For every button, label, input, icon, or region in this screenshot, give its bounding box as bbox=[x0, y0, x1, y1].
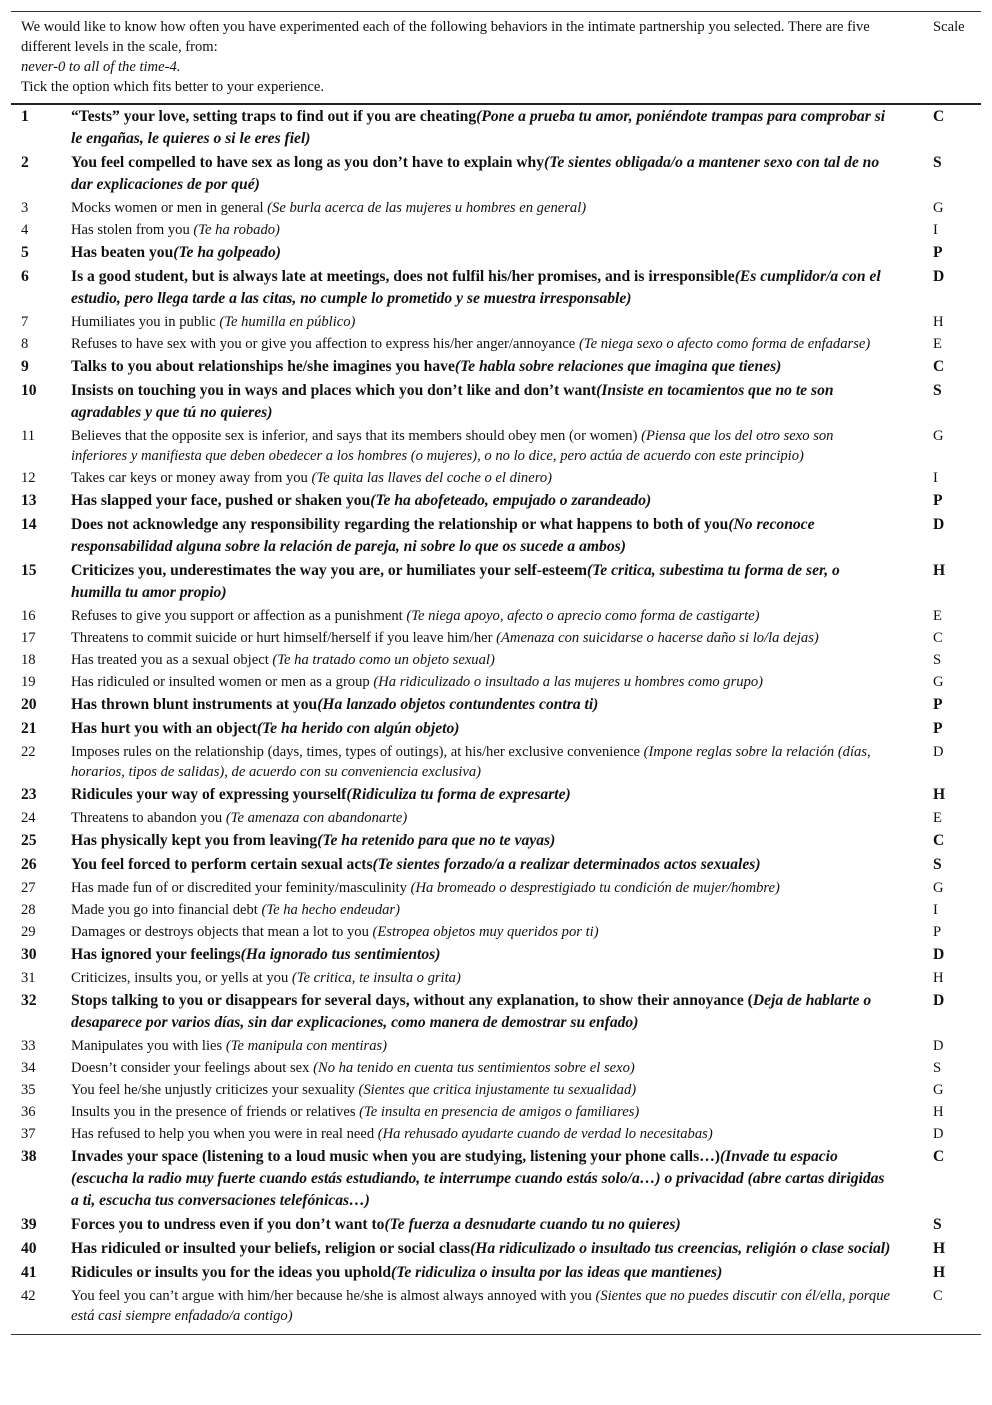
table-row bbox=[11, 1123, 981, 1145]
item-text bbox=[71, 627, 921, 649]
item-english: Believes that the opposite sex is inferior, and says that its members should obey men (or women) bbox=[71, 428, 642, 444]
item-text bbox=[71, 311, 921, 333]
instructions-intro: We would like to know how often you have experimented each of the following behaviors in the intimate partnership you selected. There are five different levels in the scale, from: bbox=[21, 19, 870, 55]
item-number: 42 bbox=[11, 1285, 71, 1335]
item-english: Ridicules your way of expressing yourself bbox=[71, 786, 347, 803]
item-spanish: (Te quita las llaves del coche o el dinero) bbox=[311, 470, 552, 486]
item-english: Damages or destroys objects that mean a lot to you bbox=[71, 924, 373, 940]
table-row bbox=[11, 197, 981, 219]
item-number: 20 bbox=[21, 696, 37, 713]
table-row bbox=[11, 877, 981, 899]
item-english: “Tests” your love, setting traps to find out if you are cheating bbox=[71, 108, 477, 125]
item-number: 39 bbox=[21, 1216, 37, 1233]
item-text bbox=[71, 219, 921, 241]
item-scale: S bbox=[933, 1060, 942, 1076]
item-text bbox=[71, 717, 921, 741]
table-header bbox=[11, 12, 981, 105]
table-row bbox=[11, 627, 981, 649]
item-number: 2 bbox=[21, 154, 29, 171]
item-english: Refuses to give you support or affection as a punishment bbox=[71, 608, 407, 624]
item-spanish: (Te insulta en presencia de amigos o familiares) bbox=[359, 1104, 640, 1120]
item-number: 34 bbox=[21, 1060, 36, 1076]
item-english: Does not acknowledge any responsibility regarding the relationship or what happens to both of you bbox=[71, 516, 729, 533]
item-spanish: (Piensa que los del otro sexo son inferiores y manifiesta que deben obedecer a los hombres (o mujeres), o no lo dice, pero actúa de acuerdo con este principio) bbox=[71, 428, 834, 464]
item-english: Mocks women or men in general bbox=[71, 200, 268, 216]
table-row bbox=[11, 943, 981, 967]
item-english: Has thrown blunt instruments at you bbox=[71, 696, 318, 713]
item-spanish: (Te critica, subestima tu forma de ser, o humilla tu amor propio) bbox=[71, 562, 840, 601]
item-number: 15 bbox=[21, 562, 37, 579]
item-text bbox=[71, 605, 921, 627]
item-text bbox=[71, 741, 921, 783]
item-text bbox=[71, 151, 921, 197]
item-english: Humiliates you in public bbox=[71, 314, 220, 330]
item-number: 33 bbox=[21, 1038, 36, 1054]
item-spanish: (Impone reglas sobre la relación (días, horarios, tipos de salidas), de acuerdo con su conveniencia exclusiva) bbox=[71, 744, 871, 780]
instructions-tick: Tick the option which fits better to your experience. bbox=[21, 79, 325, 95]
item-scale: E bbox=[933, 810, 942, 826]
item-scale: D bbox=[933, 1038, 944, 1054]
item-scale: P bbox=[933, 244, 943, 261]
item-scale: G bbox=[933, 428, 944, 444]
item-spanish: (Es cumplidor/a con el estudio, pero llega tarde a las citas, no cumple lo prometido y se muestra irresponsable) bbox=[71, 268, 881, 307]
item-number: 4 bbox=[21, 222, 29, 238]
item-spanish: (Amenaza con suicidarse o hacerse daño si lo/la dejas) bbox=[496, 630, 819, 646]
item-number: 6 bbox=[21, 268, 29, 285]
item-scale: E bbox=[933, 608, 942, 624]
item-spanish: (Te ha abofeteado, empujado o zarandeado) bbox=[370, 492, 652, 509]
item-spanish: (Ha lanzado objetos contundentes contra ti) bbox=[317, 696, 599, 713]
item-text bbox=[71, 1123, 921, 1145]
item-text bbox=[71, 693, 921, 717]
item-spanish: (Insiste en tocamientos que no te son agradables y que tú no quieres) bbox=[71, 382, 834, 421]
item-spanish: (Ha rehusado ayudarte cuando de verdad lo necesitabas) bbox=[377, 1126, 713, 1142]
item-number: 29 bbox=[21, 924, 36, 940]
item-spanish: (Estropea objetos muy queridos por ti) bbox=[372, 924, 599, 940]
item-english: Criticizes, insults you, or yells at you bbox=[71, 970, 292, 986]
item-number: 27 bbox=[21, 880, 36, 896]
item-english: Threatens to commit suicide or hurt himself/herself if you leave him/her bbox=[71, 630, 497, 646]
item-spanish: (Te habla sobre relaciones que imagina que tienes) bbox=[454, 358, 782, 375]
scale-column-header: Scale bbox=[921, 12, 981, 105]
item-number: 17 bbox=[21, 630, 36, 646]
item-scale: G bbox=[933, 1082, 944, 1098]
table-row bbox=[11, 241, 981, 265]
item-text bbox=[71, 489, 921, 513]
item-scale: C bbox=[933, 358, 945, 375]
table-row bbox=[11, 379, 981, 425]
item-spanish: (Te niega apoyo, afecto o aprecio como forma de castigarte) bbox=[406, 608, 760, 624]
item-english: Has beaten you bbox=[71, 244, 174, 261]
item-spanish: (Te manipula con mentiras) bbox=[225, 1038, 388, 1054]
item-scale: S bbox=[933, 856, 942, 873]
item-scale: C bbox=[921, 1285, 981, 1335]
item-number: 37 bbox=[21, 1126, 36, 1142]
table-row bbox=[11, 467, 981, 489]
item-number: 5 bbox=[21, 244, 29, 261]
item-scale: D bbox=[933, 1126, 944, 1142]
item-english: Refuses to have sex with you or give you affection to express his/her anger/annoyance bbox=[71, 336, 579, 352]
item-scale: D bbox=[933, 268, 945, 285]
table-row bbox=[11, 151, 981, 197]
item-number: 31 bbox=[21, 970, 36, 986]
item-spanish: (Te ha tratado como un objeto sexual) bbox=[272, 652, 495, 668]
table-row bbox=[11, 649, 981, 671]
item-text bbox=[71, 197, 921, 219]
item-spanish: (Te humilla en público) bbox=[219, 314, 356, 330]
table-row bbox=[11, 1145, 981, 1213]
table-row bbox=[11, 807, 981, 829]
item-number: 8 bbox=[21, 336, 29, 352]
questionnaire-table-container bbox=[11, 11, 981, 1335]
item-english: Made you go into financial debt bbox=[71, 902, 262, 918]
item-text bbox=[71, 921, 921, 943]
item-text bbox=[71, 379, 921, 425]
item-spanish: (No reconoce responsabilidad alguna sobre la relación de pareja, ni sobre lo que os sucede a ambos) bbox=[71, 516, 815, 555]
item-spanish: (Te ridiculiza o insulta por las ideas que mantienes) bbox=[391, 1264, 723, 1281]
item-scale: I bbox=[933, 470, 938, 486]
item-scale: H bbox=[933, 1264, 946, 1281]
item-text bbox=[71, 829, 921, 853]
table-row bbox=[11, 1261, 981, 1285]
item-number: 19 bbox=[21, 674, 36, 690]
item-scale: D bbox=[933, 744, 944, 760]
item-spanish: (Te amenaza con abandonarte) bbox=[225, 810, 408, 826]
item-text bbox=[71, 783, 921, 807]
table-row bbox=[11, 425, 981, 467]
item-scale: D bbox=[933, 992, 945, 1009]
item-number: 22 bbox=[21, 744, 36, 760]
item-number: 21 bbox=[21, 720, 37, 737]
item-spanish: (Ridiculiza tu forma de expresarte) bbox=[346, 786, 571, 803]
item-english: Has made fun of or discredited your feminity/masculinity bbox=[71, 880, 411, 896]
questionnaire-table bbox=[11, 11, 981, 1335]
item-number: 36 bbox=[21, 1104, 36, 1120]
item-text bbox=[71, 265, 921, 311]
item-number: 12 bbox=[21, 470, 36, 486]
item-english: Has slapped your face, pushed or shaken you bbox=[71, 492, 371, 509]
item-english: Threatens to abandon you bbox=[71, 810, 226, 826]
item-number: 26 bbox=[21, 856, 37, 873]
item-scale: H bbox=[933, 786, 946, 803]
item-text bbox=[71, 899, 921, 921]
item-scale: P bbox=[933, 720, 943, 737]
item-number: 14 bbox=[21, 516, 37, 533]
table-row bbox=[11, 513, 981, 559]
item-text bbox=[71, 559, 921, 605]
item-number: 41 bbox=[21, 1264, 37, 1281]
item-text bbox=[71, 1261, 921, 1285]
item-text bbox=[71, 355, 921, 379]
item-number: 23 bbox=[21, 786, 37, 803]
item-english: Criticizes you, underestimates the way you are, or humiliates your self-esteem bbox=[71, 562, 587, 579]
item-scale: S bbox=[933, 1216, 942, 1233]
item-english: Insists on touching you in ways and places which you don’t like and don’t want bbox=[71, 382, 597, 399]
item-scale: P bbox=[933, 696, 943, 713]
item-number: 24 bbox=[21, 810, 36, 826]
table-row bbox=[11, 265, 981, 311]
item-scale: D bbox=[933, 516, 945, 533]
table-row bbox=[11, 899, 981, 921]
item-spanish: (No ha tenido en cuenta tus sentimientos sobre el sexo) bbox=[313, 1060, 635, 1076]
item-number: 25 bbox=[21, 832, 37, 849]
item-text bbox=[71, 877, 921, 899]
item-english: Takes car keys or money away from you bbox=[71, 470, 312, 486]
item-scale: G bbox=[933, 200, 944, 216]
item-number: 38 bbox=[21, 1148, 37, 1165]
item-english: You feel he/she unjustly criticizes your sexuality bbox=[71, 1082, 359, 1098]
item-english: Insults you in the presence of friends or relatives bbox=[71, 1104, 360, 1120]
item-english: Doesn’t consider your feelings about sex bbox=[71, 1060, 314, 1076]
item-spanish: (Ha bromeado o desprestigiado tu condición de mujer/hombre) bbox=[410, 880, 780, 896]
table-row bbox=[11, 853, 981, 877]
item-english: Manipulates you with lies bbox=[71, 1038, 226, 1054]
item-spanish: (Se burla acerca de las mujeres u hombres en general) bbox=[267, 200, 587, 216]
item-scale: I bbox=[933, 902, 938, 918]
item-number: 16 bbox=[21, 608, 36, 624]
item-spanish: (Te fuerza a desnudarte cuando tu no quieres) bbox=[384, 1216, 681, 1233]
item-text bbox=[71, 967, 921, 989]
item-english: Has refused to help you when you were in real need bbox=[71, 1126, 378, 1142]
item-number: 32 bbox=[21, 992, 37, 1009]
table-row bbox=[11, 1101, 981, 1123]
item-scale: H bbox=[933, 314, 944, 330]
item-english: Has treated you as a sexual object bbox=[71, 652, 273, 668]
item-spanish: (Ha ignorado tus sentimientos) bbox=[240, 946, 441, 963]
item-scale: G bbox=[933, 674, 944, 690]
item-number: 3 bbox=[21, 200, 29, 216]
table-row bbox=[11, 741, 981, 783]
item-text bbox=[71, 1101, 921, 1123]
item-number: 28 bbox=[21, 902, 36, 918]
table-row bbox=[11, 921, 981, 943]
item-scale: I bbox=[933, 222, 938, 238]
item-english: Talks to you about relationships he/she imagines you have bbox=[71, 358, 455, 375]
item-scale: P bbox=[933, 492, 943, 509]
item-text bbox=[71, 943, 921, 967]
item-english: You feel compelled to have sex as long as you don’t have to explain why bbox=[71, 154, 545, 171]
item-number: 7 bbox=[21, 314, 29, 330]
item-text bbox=[71, 1237, 921, 1261]
item-text bbox=[71, 467, 921, 489]
table-row bbox=[11, 783, 981, 807]
item-english: Has ridiculed or insulted your beliefs, religion or social class bbox=[71, 1240, 471, 1257]
table-row bbox=[11, 1285, 981, 1335]
item-text bbox=[71, 989, 921, 1035]
item-english: You feel forced to perform certain sexual acts bbox=[71, 856, 373, 873]
item-number: 9 bbox=[21, 358, 29, 375]
item-scale: C bbox=[933, 630, 943, 646]
item-text bbox=[71, 241, 921, 265]
item-english: Stops talking to you or disappears for several days, without any explanation, to show their annoyance ( bbox=[71, 992, 753, 1009]
item-text bbox=[71, 425, 921, 467]
item-spanish: (Te sientes forzado/a a realizar determinados actos sexuales) bbox=[372, 856, 761, 873]
item-text bbox=[71, 1057, 921, 1079]
item-scale: E bbox=[933, 336, 942, 352]
item-text bbox=[71, 1079, 921, 1101]
item-spanish: (Pone a prueba tu amor, poniéndote trampas para comprobar si le engañas, le quieres o si le eres fiel) bbox=[71, 108, 886, 147]
item-scale: S bbox=[933, 652, 942, 668]
item-scale: C bbox=[933, 1148, 945, 1165]
table-row bbox=[11, 829, 981, 853]
item-text bbox=[71, 1285, 921, 1335]
item-text bbox=[71, 649, 921, 671]
item-spanish: (Invade tu espacio (escucha la radio muy fuerte cuando estás estudiando, te interrumpe cuando estás solo/a…) o privacidad (abre cartas dirigidas a ti, escucha tus conversaciones telefónicas…) bbox=[71, 1148, 885, 1209]
item-number: 1 bbox=[21, 108, 29, 125]
item-text bbox=[71, 513, 921, 559]
item-spanish: (Ha ridiculizado o insultado a las mujeres u hombres como grupo) bbox=[373, 674, 764, 690]
item-text bbox=[71, 1213, 921, 1237]
item-text bbox=[71, 1035, 921, 1057]
table-row bbox=[11, 219, 981, 241]
item-scale: C bbox=[933, 832, 945, 849]
table-row bbox=[11, 311, 981, 333]
item-scale: C bbox=[933, 108, 945, 125]
item-number: 30 bbox=[21, 946, 37, 963]
item-text bbox=[71, 807, 921, 829]
table-row bbox=[11, 104, 981, 151]
item-english: Has physically kept you from leaving bbox=[71, 832, 318, 849]
item-english: Imposes rules on the relationship (days, times, types of outings), at his/her exclusive convenience bbox=[71, 744, 644, 760]
item-spanish: Deja de hablarte o desaparece por varios días, sin dar explicaciones, como manera de demostrar su enfado) bbox=[71, 992, 872, 1031]
item-text bbox=[71, 333, 921, 355]
item-english: Has ridiculed or insulted women or men as a group bbox=[71, 674, 374, 690]
item-scale: H bbox=[933, 562, 946, 579]
item-spanish: (Sientes que critica injustamente tu sexualidad) bbox=[358, 1082, 637, 1098]
item-number: 10 bbox=[21, 382, 37, 399]
item-scale: P bbox=[933, 924, 942, 940]
item-number: 18 bbox=[21, 652, 36, 668]
item-scale: H bbox=[933, 1104, 944, 1120]
item-scale: S bbox=[933, 382, 942, 399]
table-body bbox=[11, 104, 981, 1335]
item-number: 40 bbox=[21, 1240, 37, 1257]
item-spanish: (Te ha golpeado) bbox=[173, 244, 281, 261]
item-spanish: (Te critica, te insulta o grita) bbox=[291, 970, 461, 986]
item-english: You feel you can’t argue with him/her because he/she is almost always annoyed with you bbox=[71, 1288, 596, 1304]
table-row bbox=[11, 1057, 981, 1079]
item-text bbox=[71, 104, 921, 151]
table-row bbox=[11, 489, 981, 513]
item-english: Has ignored your feelings bbox=[71, 946, 241, 963]
table-row bbox=[11, 1079, 981, 1101]
table-row bbox=[11, 1213, 981, 1237]
item-spanish: (Te sientes obligada/o a mantener sexo con tal de no dar explicaciones de por qué) bbox=[71, 154, 880, 193]
item-scale: D bbox=[933, 946, 945, 963]
scale-range: never-0 to all of the time-4. bbox=[21, 59, 181, 75]
table-row bbox=[11, 717, 981, 741]
item-spanish: (Te ha herido con algún objeto) bbox=[256, 720, 460, 737]
table-row bbox=[11, 967, 981, 989]
item-number: 35 bbox=[21, 1082, 36, 1098]
item-english: Has stolen from you bbox=[71, 222, 194, 238]
item-scale: H bbox=[933, 970, 944, 986]
table-row bbox=[11, 1035, 981, 1057]
item-scale: G bbox=[933, 880, 944, 896]
item-english: Invades your space (listening to a loud music when you are studying, listening your phone calls…) bbox=[71, 1148, 720, 1165]
item-english: Forces you to undress even if you don’t want to bbox=[71, 1216, 385, 1233]
table-row bbox=[11, 333, 981, 355]
instructions bbox=[11, 12, 921, 105]
item-spanish: (Te ha retenido para que no te vayas) bbox=[317, 832, 556, 849]
item-text bbox=[71, 1145, 921, 1213]
item-scale: H bbox=[933, 1240, 946, 1257]
table-row bbox=[11, 355, 981, 379]
item-spanish: (Ha ridiculizado o insultado tus creencias, religión o clase social) bbox=[470, 1240, 891, 1257]
item-text bbox=[71, 853, 921, 877]
item-english: Is a good student, but is always late at meetings, does not fulfil his/her promises, and is irresponsible bbox=[71, 268, 735, 285]
item-scale: S bbox=[933, 154, 942, 171]
item-number: 11 bbox=[21, 428, 36, 444]
item-spanish: (Te ha hecho endeudar) bbox=[261, 902, 400, 918]
item-number: 13 bbox=[21, 492, 37, 509]
table-row bbox=[11, 989, 981, 1035]
table-row bbox=[11, 671, 981, 693]
item-english: Has hurt you with an object bbox=[71, 720, 257, 737]
table-row bbox=[11, 605, 981, 627]
table-row bbox=[11, 1237, 981, 1261]
item-spanish: (Sientes que no puedes discutir con él/ella, porque está casi siempre enfadado/a contigo) bbox=[71, 1288, 890, 1324]
item-spanish: (Te ha robado) bbox=[193, 222, 280, 238]
table-row bbox=[11, 693, 981, 717]
item-english: Ridicules or insults you for the ideas you uphold bbox=[71, 1264, 392, 1281]
table-row bbox=[11, 559, 981, 605]
item-spanish: (Te niega sexo o afecto como forma de enfadarse) bbox=[578, 336, 871, 352]
item-text bbox=[71, 671, 921, 693]
